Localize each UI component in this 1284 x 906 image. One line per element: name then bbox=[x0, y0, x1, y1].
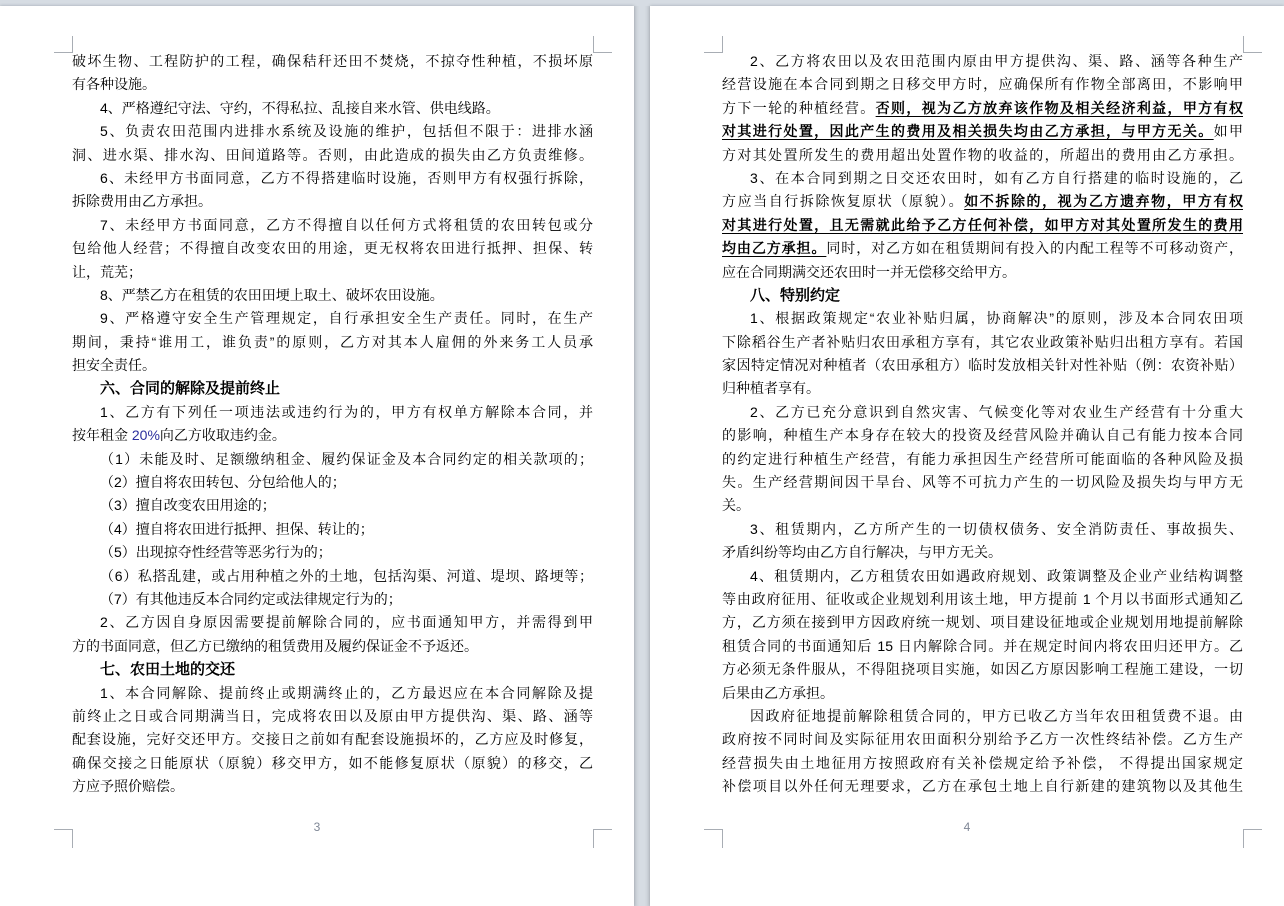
text-segment: 洞、进水渠、排水沟、田间道路等。否则，由此造成的损失由乙方负责维修。 bbox=[72, 146, 593, 163]
text-segment: 担安全责任。 bbox=[72, 357, 156, 374]
text-segment: （7）有其他违反本合同约定或法律规定行为的； bbox=[100, 590, 402, 607]
text-segment: 应在合同期满交还农田时一并无偿移交给甲方。 bbox=[722, 263, 1016, 280]
text-line[interactable] bbox=[722, 658, 1243, 681]
text-line[interactable] bbox=[722, 494, 1243, 517]
text-line[interactable] bbox=[722, 97, 1243, 120]
text-segment: （1）未能及时、足额缴纳租金、履约保证金及本合同约定的相关款项的； bbox=[100, 450, 593, 467]
text-line[interactable] bbox=[722, 307, 1243, 330]
text-segment: 9、严格遵守安全生产管理规定，自行承担安全生产责任。同时，在生产 bbox=[100, 310, 593, 327]
text-line[interactable] bbox=[72, 775, 593, 798]
text-segment: 经营损失由土地征用方按照政府有关补偿规定给予补偿， 不得提出国家规定 bbox=[722, 754, 1243, 771]
text-segment: 2、乙方已充分意识到自然灾害、气候变化等对农业生产经营有十分重大 bbox=[750, 403, 1243, 420]
text-line[interactable] bbox=[72, 401, 593, 424]
text-segment: （6）私搭乱建，或占用种植之外的土地，包括沟渠、河道、堤坝、路埂等； bbox=[100, 567, 593, 584]
text-line[interactable] bbox=[722, 611, 1243, 634]
text-line[interactable] bbox=[722, 448, 1243, 471]
text-line[interactable] bbox=[722, 588, 1243, 611]
text-line[interactable] bbox=[72, 144, 593, 167]
text-segment: 1、根据政策规定“农业补贴归属，协商解决”的原则，涉及本合同农田项 bbox=[750, 310, 1243, 327]
text-segment: 方，乙方须在接到甲方因政府统一规划、项目建设征地或企业规划用地提前解除 bbox=[722, 614, 1243, 631]
text-line[interactable] bbox=[72, 611, 593, 634]
text-segment: 破坏生物、工程防护的工程，确保秸秆还田不焚烧，不掠夺性种植，不损坏原 bbox=[72, 53, 593, 69]
text-segment: 矛盾纠纷等均由乙方自行解决，与甲方无关。 bbox=[722, 544, 1002, 561]
page-gap bbox=[634, 6, 650, 906]
text-line[interactable] bbox=[722, 518, 1243, 541]
text-segment: 对其进行处置，且无需就此给予乙方任何补偿，如甲方对其处置所发生的费用 bbox=[722, 216, 1243, 233]
text-line[interactable] bbox=[72, 73, 593, 96]
text-line[interactable] bbox=[72, 354, 593, 377]
text-segment: 后果由乙方承担。 bbox=[722, 684, 834, 701]
text-line[interactable] bbox=[72, 377, 593, 400]
text-segment: 拆除费用由乙方承担。 bbox=[72, 193, 212, 210]
text-line[interactable] bbox=[722, 144, 1243, 167]
text-line[interactable] bbox=[72, 120, 593, 143]
page-text-area[interactable] bbox=[72, 6, 593, 799]
text-line[interactable] bbox=[72, 658, 593, 681]
text-line[interactable] bbox=[722, 728, 1243, 751]
page-number[interactable]: 4 bbox=[963, 820, 971, 834]
text-line[interactable] bbox=[722, 471, 1243, 494]
text-segment: 补偿项目以外任何无理要求，乙方在承包土地上自行新建的建筑物以及其他生 bbox=[722, 778, 1243, 795]
text-line[interactable] bbox=[72, 284, 593, 307]
text-segment: 包给他人经营；不得擅自改变农田的用途，更无权将农田进行抵押、担保、转 bbox=[72, 240, 593, 257]
text-line[interactable] bbox=[722, 635, 1243, 658]
text-segment: 7、未经甲方书面同意，乙方不得擅自以任何方式将租赁的农田转包或分 bbox=[100, 216, 593, 233]
text-line[interactable] bbox=[72, 565, 593, 588]
page-text-area[interactable] bbox=[722, 6, 1243, 799]
text-segment: 2、乙方将农田以及农田范围内原由甲方提供沟、渠、路、涵等各种生产 bbox=[750, 53, 1243, 69]
text-line[interactable] bbox=[72, 97, 593, 120]
text-line[interactable] bbox=[72, 261, 593, 284]
text-segment: 六、合同的解除及提前终止 bbox=[100, 380, 281, 398]
text-segment: 因政府征地提前解除租赁合同的，甲方已收乙方当年农田租赁费不退。由 bbox=[750, 707, 1243, 724]
text-segment: 6、未经甲方书面同意，乙方不得搭建临时设施，否则甲方有权强行拆除， bbox=[100, 169, 593, 186]
text-segment: 4、租赁期内，乙方租赁农田如遇政府规划、政策调整及企业产业结构调整 bbox=[750, 567, 1243, 584]
text-segment: 方的书面同意，但乙方已缴纳的租赁费用及履约保证金不予返还。 bbox=[72, 637, 478, 654]
text-segment: 对其进行处置，因此产生的费用及相关损失均由乙方承担，与甲方无关。 bbox=[722, 123, 1214, 140]
text-line[interactable] bbox=[72, 448, 593, 471]
text-line[interactable] bbox=[722, 565, 1243, 588]
text-line[interactable] bbox=[722, 752, 1243, 775]
text-segment: 下除稻谷生产者补贴归农田承租方享有，其它农业政策补贴归出租方享有。若国 bbox=[722, 333, 1243, 350]
text-line[interactable] bbox=[722, 377, 1243, 400]
text-segment: 8、严禁乙方在租赁的农田田埂上取土、破坏农田设施。 bbox=[100, 286, 444, 303]
text-line[interactable] bbox=[72, 682, 593, 705]
text-segment: 的约定进行种植生产经营，有能力承担因生产经营所可能面临的各种风险及损 bbox=[722, 450, 1243, 467]
text-line[interactable] bbox=[72, 705, 593, 728]
text-segment: 5、负责农田范围内进排水系统及设施的维护，包括但不限于：进排水涵 bbox=[100, 123, 593, 140]
text-line[interactable] bbox=[72, 190, 593, 213]
text-segment: 同时，对乙方如在租赁期间有投入的内配工程等不可移动资产， bbox=[826, 240, 1244, 257]
page-left[interactable] bbox=[0, 6, 634, 906]
text-line[interactable] bbox=[72, 494, 593, 517]
text-line[interactable] bbox=[722, 424, 1243, 447]
text-segment: 方必须无条件服从，不得阻挠项目实施，如因乙方原因影响工程施工建设，一切 bbox=[722, 661, 1243, 678]
text-segment: 否则，视为乙方放弃该作物及相关经济利益，甲方有权 bbox=[875, 99, 1244, 116]
margin-crop-mark-top-right bbox=[1243, 36, 1262, 53]
text-segment: 政府按不同时间及实际征用农田面积分别给予乙方一次性终结补偿。乙方生产 bbox=[722, 731, 1243, 748]
text-line[interactable] bbox=[722, 237, 1243, 260]
text-segment: 经营设施在本合同到期之日移交甲方时，应确保所有作物全部离田，不影响甲 bbox=[722, 76, 1243, 93]
text-line[interactable] bbox=[722, 541, 1243, 564]
text-segment: 2、乙方因自身原因需要提前解除合同的，应书面通知甲方，并需得到甲 bbox=[100, 614, 593, 631]
text-line[interactable] bbox=[722, 167, 1243, 190]
text-line[interactable] bbox=[722, 261, 1243, 284]
text-line[interactable] bbox=[722, 120, 1243, 143]
text-line[interactable] bbox=[72, 728, 593, 751]
text-segment: 租赁合同的书面通知后 15 日内解除合同。并在规定时间内将农田归还甲方。乙 bbox=[722, 637, 1243, 654]
text-line[interactable] bbox=[72, 518, 593, 541]
page-number[interactable]: 3 bbox=[313, 820, 321, 834]
margin-crop-mark-top-right bbox=[593, 36, 612, 53]
text-segment: 七、农田土地的交还 bbox=[100, 661, 236, 679]
text-segment: 关。 bbox=[722, 497, 750, 514]
text-segment: 归种植者享有。 bbox=[722, 380, 820, 397]
text-line[interactable] bbox=[72, 541, 593, 564]
text-line[interactable] bbox=[722, 284, 1243, 307]
text-line[interactable] bbox=[72, 167, 593, 190]
text-line[interactable] bbox=[722, 214, 1243, 237]
text-segment: 期间，秉持“谁用工，谁负责”的原则，乙方对其本人雇佣的外来务工人员承 bbox=[72, 333, 593, 350]
text-line[interactable] bbox=[722, 354, 1243, 377]
text-segment: 确保交接之日能原状（原貌）移交甲方，如不能修复原状（原貌）的移交，乙 bbox=[72, 754, 593, 771]
text-segment: （5）出现掠夺性经营等恶劣行为的； bbox=[100, 544, 332, 561]
text-line[interactable] bbox=[72, 635, 593, 658]
text-segment: 失。生产经营期间因干旱台、风等不可抗力产生的一切风险及损失均与甲方无 bbox=[722, 474, 1243, 491]
text-line[interactable] bbox=[72, 471, 593, 494]
text-segment: 方应予照价赔偿。 bbox=[72, 778, 184, 795]
text-line[interactable] bbox=[722, 775, 1243, 798]
text-segment: 如甲 bbox=[1213, 123, 1244, 140]
text-segment: 八、特别约定 bbox=[750, 286, 841, 304]
text-segment: 向乙方收取违约金。 bbox=[159, 427, 286, 444]
text-segment: （3）擅自改变农田用途的； bbox=[100, 497, 276, 514]
text-segment: 均由乙方承担。 bbox=[722, 240, 827, 257]
text-line[interactable] bbox=[722, 331, 1243, 354]
text-line[interactable] bbox=[72, 214, 593, 237]
text-segment: 4、严格遵纪守法、守约，不得私拉、乱接自来水管、供电线路。 bbox=[100, 99, 500, 116]
text-segment: 方对其处置所发生的费用超出处置作物的收益的，所超出的费用由乙方承担。 bbox=[722, 146, 1243, 163]
text-segment: 20% bbox=[131, 427, 160, 444]
text-segment: 1、乙方有下列任一项违法或违约行为的，甲方有权单方解除本合同，并 bbox=[100, 403, 593, 420]
text-segment: 按年租金 bbox=[72, 427, 132, 444]
text-line[interactable] bbox=[72, 752, 593, 775]
text-segment: 的影响，种植生产本身存在较大的投资及经营风险并确认自己有能力按本合同 bbox=[722, 427, 1243, 444]
margin-crop-mark-top-left bbox=[704, 36, 723, 53]
text-line[interactable] bbox=[722, 705, 1243, 728]
text-line[interactable] bbox=[72, 307, 593, 330]
text-line[interactable] bbox=[722, 682, 1243, 705]
text-segment: 让，荒芜； bbox=[72, 263, 142, 280]
text-segment: 配套设施，完好交还甲方。交接日之前如有配套设施损坏的，乙方应及时修复， bbox=[72, 731, 593, 748]
margin-crop-mark-top-left bbox=[54, 36, 73, 53]
text-segment: 前终止之日或合同期满当日，完成将农田以及原由甲方提供沟、渠、路、涵等 bbox=[72, 707, 593, 724]
text-line[interactable] bbox=[72, 237, 593, 260]
text-line[interactable] bbox=[72, 50, 593, 73]
text-line[interactable] bbox=[72, 331, 593, 354]
text-segment: 等由政府征用、征收或企业规划利用该土地，甲方提前 1 个月以书面形式通知乙 bbox=[722, 590, 1243, 607]
text-segment: 方应当自行拆除恢复原状（原貌）。 bbox=[722, 193, 965, 210]
text-segment: 1、本合同解除、提前终止或期满终止的，乙方最迟应在本合同解除及提 bbox=[100, 684, 593, 701]
page-right[interactable] bbox=[650, 6, 1284, 906]
text-line[interactable] bbox=[722, 190, 1243, 213]
text-segment: 如不拆除的，视为乙方遗弃物，甲方有权 bbox=[964, 193, 1244, 210]
text-segment: （2）擅自将农田转包、分包给他人的； bbox=[100, 474, 346, 491]
text-segment: 方下一轮的种植经营。 bbox=[722, 99, 876, 116]
text-line[interactable] bbox=[72, 588, 593, 611]
text-segment: 家因特定情况对种植者（农田承租方）临时发放相关针对性补贴（例：农资补贴） bbox=[722, 357, 1243, 374]
text-line[interactable] bbox=[72, 424, 593, 447]
text-line[interactable] bbox=[722, 73, 1243, 96]
text-segment: （4）擅自将农田进行抵押、担保、转让的； bbox=[100, 520, 374, 537]
text-segment: 有各种设施。 bbox=[72, 76, 156, 93]
text-line[interactable] bbox=[722, 401, 1243, 424]
text-segment: 3、租赁期内，乙方所产生的一切债权债务、安全消防责任、事故损失、 bbox=[750, 520, 1243, 537]
text-segment: 3、在本合同到期之日交还农田时，如有乙方自行搭建的临时设施的，乙 bbox=[750, 169, 1243, 186]
text-line[interactable] bbox=[722, 50, 1243, 73]
